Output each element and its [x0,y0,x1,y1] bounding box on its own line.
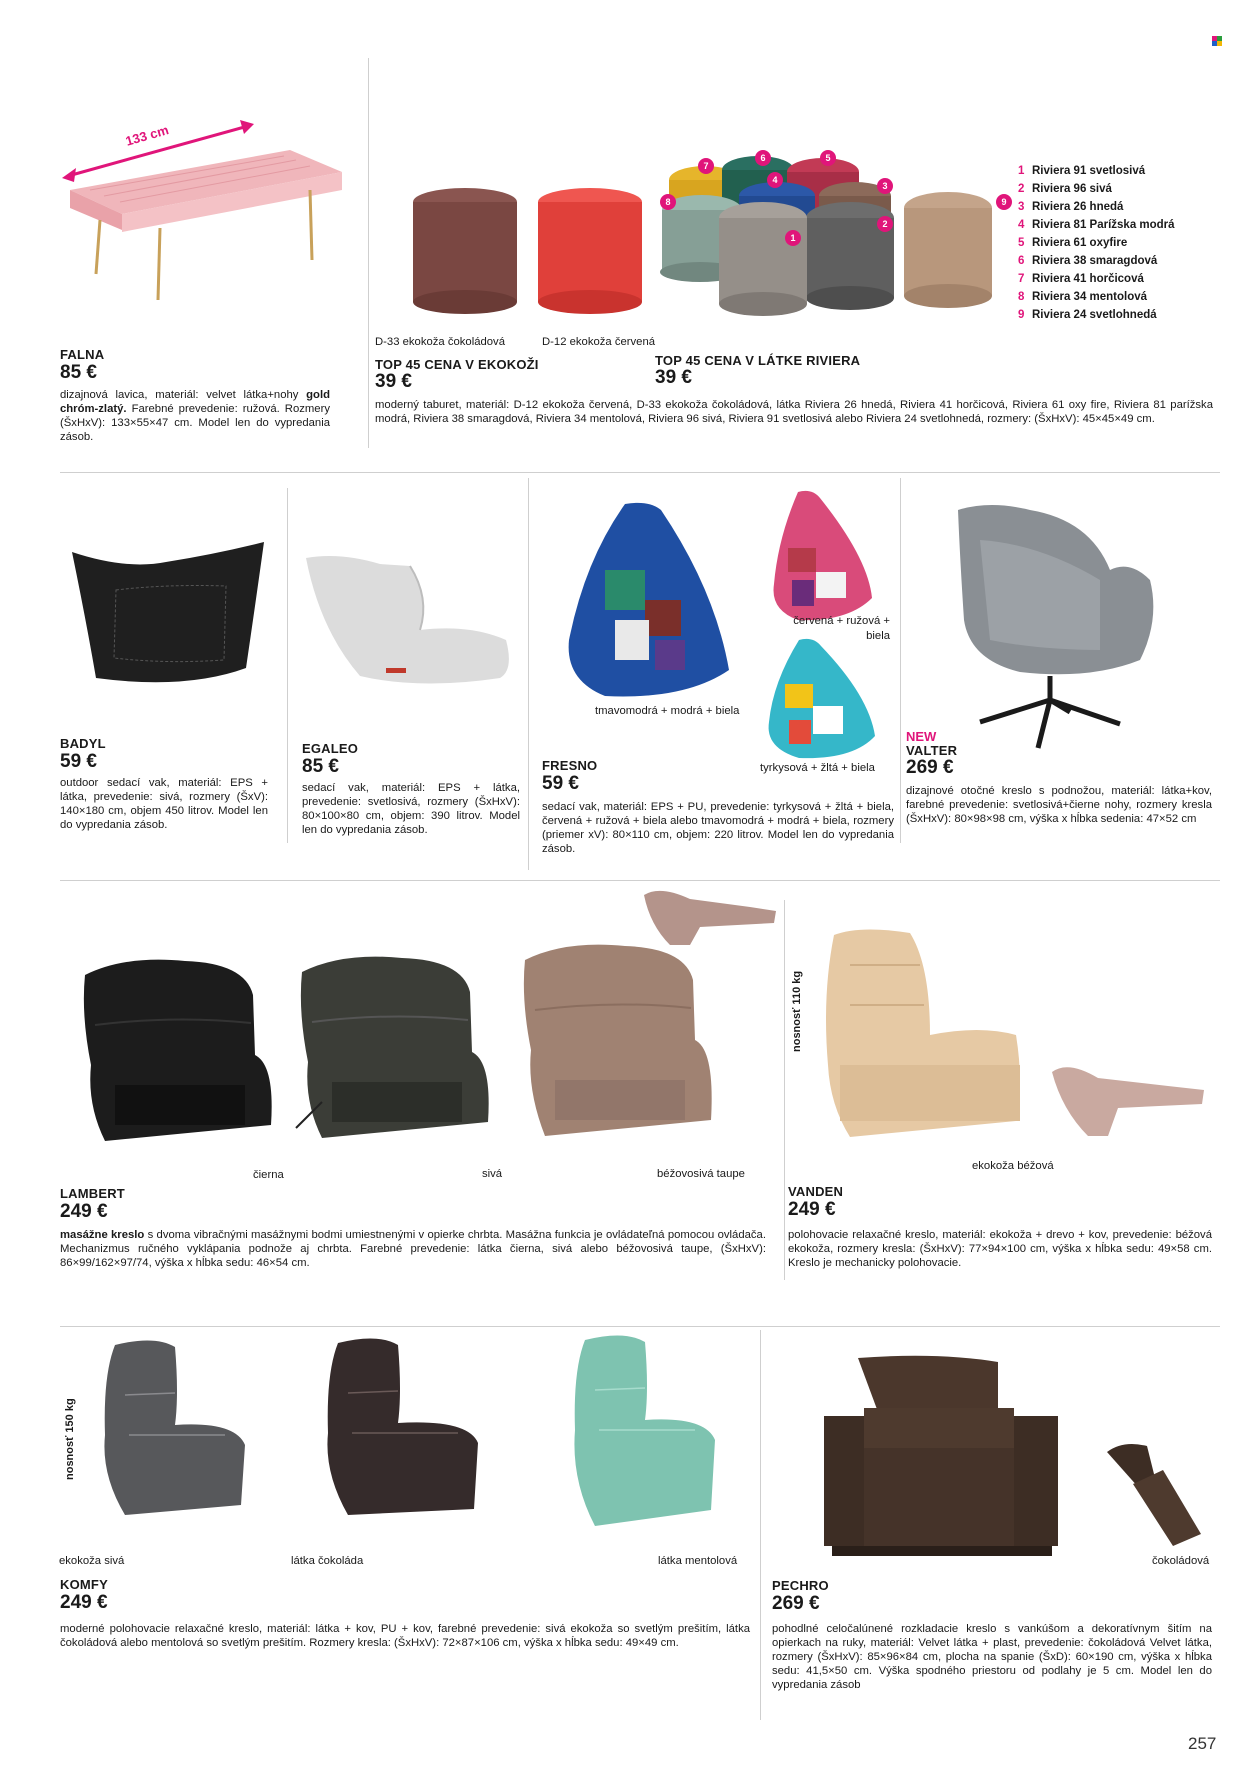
badge-6: 6 [755,150,771,166]
legend-number: 9 [1018,309,1025,321]
taburet-riviera-group-image [655,150,995,325]
valter-armchair-image [950,500,1170,750]
lambert-taupe-armchair-image [515,940,715,1150]
page-number: 257 [1188,1734,1217,1753]
divider [900,478,901,843]
egaleo-beanbag-image [300,550,520,690]
legend-number: 2 [1018,183,1025,195]
description-highlight: gold chróm-zlatý. [60,389,330,415]
promo-title: TOP 45 CENA V LÁTKE RIVIERA [655,353,861,368]
product-name: VALTER [906,743,958,758]
badyl-beanbag-image [66,540,266,690]
product-caption: tyrkysová + žltá + biela [760,762,875,774]
fresno-blue-beanbag-image [565,500,735,700]
fresno-turquoise-beanbag-image [763,636,883,766]
badge-8: 8 [660,194,676,210]
divider [60,1326,1220,1327]
product-description: polohovacie relaxačné kreslo, materiál: ekokoža + drevo + kov, prevedenie: béžová ekokoža, rozmery kresla: (ŠxHxV): 77×94×100 cm, výška x hĺbka sedu: 49×58 cm. Kreslo je mechanicky polohovacie. [788,1229,1212,1269]
legend-label: Riviera 61 oxyfire [1032,237,1128,249]
product-price: 269 € [772,1593,820,1614]
brand-mark-icon [1212,36,1222,46]
legend-label: Riviera 34 mentolová [1032,291,1148,303]
legend-item [1018,198,1218,216]
badge-5: 5 [820,150,836,166]
legend-number: 4 [1018,219,1025,231]
product-caption: látka mentolová [658,1555,738,1567]
promo-title: TOP 45 CENA V EKOKOŽI [375,357,539,372]
badge-3: 3 [877,178,893,194]
product-caption: látka čokoláda [291,1555,364,1567]
product-description: moderné polohovacie relaxačné kreslo, materiál: látka + kov, PU + kov, farebné prevedenie: sivá ekokoža so svetlým prešitím, látka čokoládová alebo mentolová so svetlým prešitím. Rozmery kresla: (ŠxHxV): 72×87×106 cm, výška x hĺbka sedu: 49×49 cm. [60,1623,750,1649]
product-caption: béžovosivá taupe [657,1168,745,1180]
product-description: sedací vak, materiál: EPS + PU, prevedenie: tyrkysová + žltá + biela, červená + ružová + biela alebo tmavomodrá + modrá + biela, rozmery (priemer xV): 80×110 cm, objem: 220 litrov. Model len do vypredania zásob. [542,801,894,855]
product-price: 249 € [60,1201,108,1222]
product-description [60,388,330,444]
product-description: sedací vak, materiál: EPS + látka, prevedenie: svetlosivá, rozmery (ŠxHxV): 80×100×80 cm, objem: 390 litrov. Model len do vypredania zásob. [302,782,520,836]
legend-item [1018,288,1218,306]
badge-2: 2 [877,216,893,232]
product-name: FALNA [60,347,105,362]
vanden-reclined-image [1048,1060,1208,1140]
product-caption: čierna [253,1169,284,1181]
badge-4: 4 [767,172,783,188]
divider [287,488,288,843]
legend-number: 8 [1018,291,1025,303]
product-caption: D-12 ekokoža červená [542,336,656,348]
legend-label: Riviera 26 hnedá [1032,201,1124,213]
legend-item [1018,180,1218,198]
divider [368,58,369,448]
legend-label: Riviera 96 sivá [1032,183,1112,195]
legend-item [1018,162,1218,180]
legend-number: 7 [1018,273,1025,285]
product-name: LAMBERT [60,1186,125,1201]
product-caption: ekokoža béžová [972,1160,1054,1172]
vanden-armchair-image [820,925,1030,1145]
legend-label: Riviera 24 svetlohnedá [1032,309,1157,321]
product-name: FRESNO [542,758,598,773]
load-capacity-label: nosnosť 150 kg [64,1398,76,1480]
product-price: 39 € [655,367,692,388]
divider [60,472,1220,473]
badge-7: 7 [698,158,714,174]
product-description [60,1228,766,1270]
taburet-d33-image [410,188,520,318]
komfy-mint-armchair-image [565,1330,725,1550]
pechro-bed-mode-image [1103,1438,1203,1548]
legend-label: Riviera 81 Parížska modrá [1032,219,1175,231]
product-caption: červená + ružová + biela [793,615,890,642]
lambert-grey-armchair-image [292,952,492,1152]
legend-item [1018,216,1218,234]
pechro-armchair-image [818,1352,1068,1572]
description-text: s dvoma vibračnými masážnymi bodmi umiestnenými v opierke chrbta. Masážna funkcia je ovládateľná pomocou ovládača. Mechanizmus ručného vyklápania podnože aj chrbta. Farebné prevedenie: látka čierna, sivá alebo béžovosivá taupe, (ŠxHxV): 86×99/162×97/74, výška x hĺbka sedu: 46×54 cm. [60,1229,766,1269]
lambert-black-armchair-image [75,955,275,1155]
legend-number: 5 [1018,237,1025,249]
divider [528,478,529,870]
legend-number: 1 [1018,165,1025,177]
product-name: VANDEN [788,1184,844,1199]
product-name: EGALEO [302,741,359,756]
legend-label: Riviera 38 smaragdová [1032,255,1158,267]
product-description: dizajnové otočné kreslo s podnožou, materiál: látka+kov, farebné prevedenie: svetlosivá+čierne nohy, rozmery kresla (ŠxHxV): 80×98×98 cm, výška x hĺbka sedenia: 47×52 cm [906,785,1212,825]
product-caption: ekokoža sivá [59,1555,125,1567]
description-text: dizajnová lavica, materiál: velvet látka+nohy [60,389,307,401]
product-name: PECHRO [772,1578,829,1593]
product-price: 249 € [60,1592,108,1613]
description-text: Farebné prevedenie: ružová. Rozmery (ŠxHxV): 133×55×47 cm. Model len do vypredania zásob. [60,403,330,443]
description-highlight: masážne kreslo [60,1229,145,1241]
lambert-reclined-image [640,885,780,955]
color-legend [1018,162,1218,324]
divider [60,880,1220,881]
legend-item [1018,252,1218,270]
fresno-red-beanbag-image [768,488,878,628]
divider [784,900,785,1280]
legend-number: 3 [1018,201,1025,213]
komfy-chocolate-armchair-image [318,1333,488,1543]
product-caption: tmavomodrá + modrá + biela [595,705,740,717]
product-description: outdoor sedací vak, materiál: EPS + látka, prevedenie: sivá, rozmery (ŠxV): 140×180 cm, objem 450 litrov. Model len do vypredania zásob. [60,777,268,831]
product-price: 269 € [906,757,954,778]
divider [760,1330,761,1720]
product-price: 59 € [60,751,97,772]
product-description: pohodlné celočalúnené rozkladacie kreslo s vankúšom a dekoratívnym šitím na opierkach na ruky, materiál: Velvet látka + plast, prevedenie: čokoládová Velvet látka, rozmery (ŠxHxV): 85×96×84 cm, plocha na spanie (ŠxD): 60×190 cm, výška x hĺbka sedu: 41,5×50 cm. Výška spodného priestoru od podlahy je 5 cm. Model len do vypredania zásob [772,1623,1212,1691]
dimension-label: 133 cm [123,122,171,149]
product-price: 39 € [375,371,412,392]
falna-bench-image [60,110,350,310]
badge-1: 1 [785,230,801,246]
product-name: KOMFY [60,1577,108,1592]
product-name: BADYL [60,736,106,751]
komfy-grey-armchair-image [95,1335,255,1545]
badge-9: 9 [996,194,1012,210]
legend-item [1018,234,1218,252]
legend-label: Riviera 41 horčicová [1032,273,1144,285]
product-description: moderný taburet, materiál: D-12 ekokoža červená, D-33 ekokoža čokoládová, látka Riviera 26 hnedá, Riviera 41 horčicová, Riviera 61 oxy fire, Riviera 81 parížska modrá, Riviera 38 smaragdová, Riviera 34 mentolová, Riviera 96 sivá, Riviera 91 svetlosivá alebo Riviera 24 svetlohnedá, rozmery: (ŠxHxV): 45×45×49 cm. [375,399,1213,425]
new-badge: NEW [906,729,937,744]
legend-item [1018,306,1218,324]
legend-label: Riviera 91 svetlosivá [1032,165,1146,177]
product-caption: čokoládová [1152,1555,1210,1567]
product-price: 85 € [302,756,339,777]
product-price: 59 € [542,773,579,794]
taburet-d12-image [535,188,645,318]
product-price: 85 € [60,362,97,383]
product-caption: sivá [482,1168,503,1180]
load-capacity-label: nosnosť 110 kg [791,970,803,1052]
legend-number: 6 [1018,255,1025,267]
product-price: 249 € [788,1199,836,1220]
product-caption: D-33 ekokoža čokoládová [375,336,505,348]
legend-item [1018,270,1218,288]
